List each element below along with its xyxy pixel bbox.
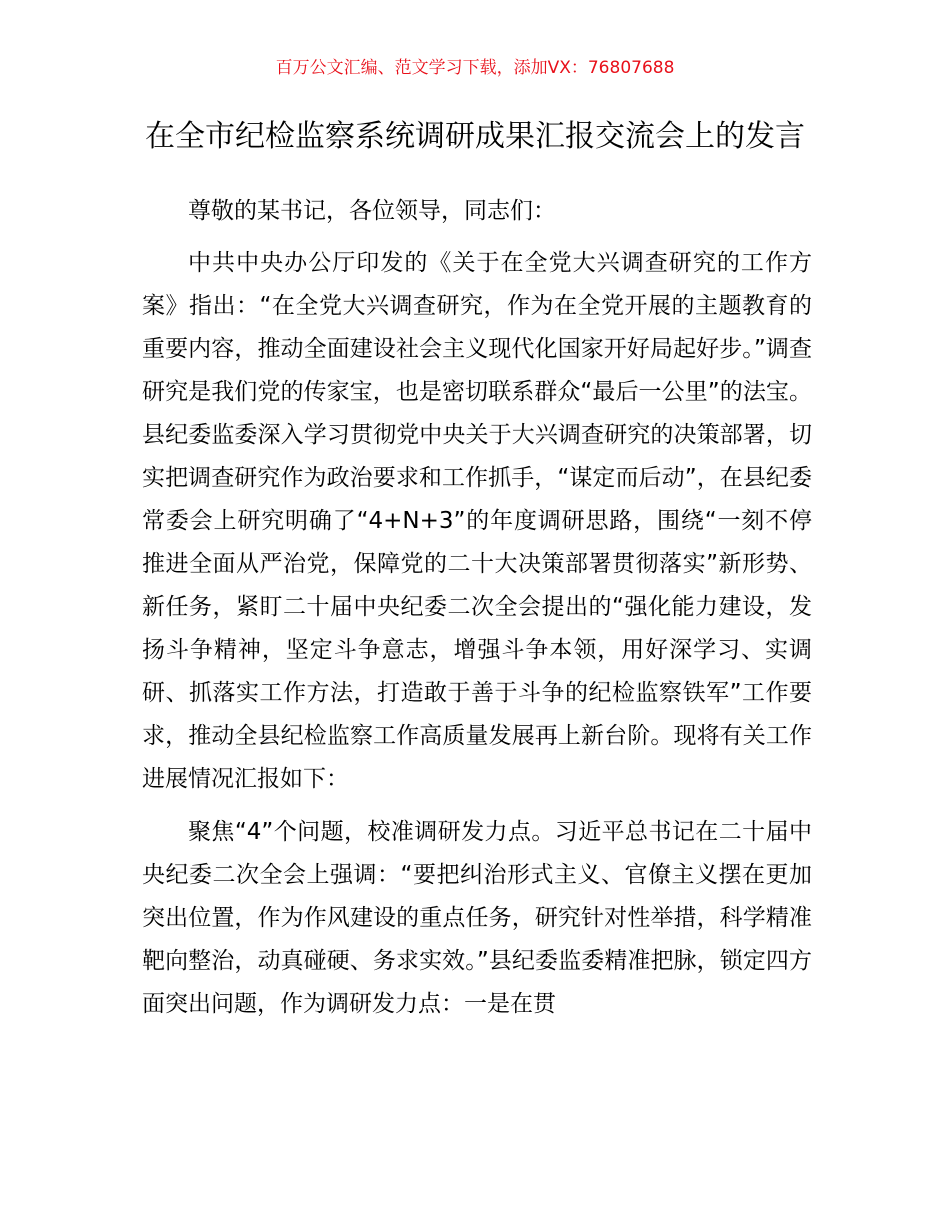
paragraph-1: 中共中央办公厅印发的《关于在全党大兴调查研究的工作方案》指出：“在全党大兴调查研究，作为在全党开展的主题教育的重要内容，推动全面建设社会主义现代化国家开好局起好步。”调查研究是我们党的传家宝，也是密切联系群众“最后一公里”的法宝。县纪委监委深入学习贯彻党中央关于大兴调查研究的决策部署，切实把调查研究作为政治要求和工作抓手，“谋定而后动”，在县纪委常委会上研究明确了“4+N+3”的年度调研思路，围绕“一刻不停推进全面从严治党，保障党的二十大决策部署贯彻落实”新形势、新任务，紧盯二十届中央纪委二次全会提出的“强化能力建设，发扬斗争精神，坚定斗争意志，增强斗争本领，用好深学习、实调研、抓落实工作方法，打造敢于善于斗争的纪检监察铁军”工作要求，推动全县纪检监察工作高质量发展再上新台阶。现将有关工作进展情况汇报如下： (142, 250, 812, 792)
paragraph-2: 聚焦“4”个问题，校准调研发力点。习近平总书记在二十届中央纪委二次全会上强调：“要把纠治形式主义、官僚主义摆在更加突出位置，作为作风建设的重点任务，研究针对性举措，科学精准靶向整治，动真碰硬、务求实效。”县纪委监委精准把脉，锁定四方面突出问题，作为调研发力点：一是在贯 (142, 819, 812, 1017)
document-body (142, 190, 812, 1026)
header-watermark-note: 百万公文汇编、范文学习下载，添加VX：76807688 (275, 58, 675, 78)
salutation: 尊敬的某书记，各位领导，同志们： (188, 198, 556, 224)
document-title: 在全市纪检监察系统调研成果汇报交流会上的发言 (145, 119, 805, 154)
